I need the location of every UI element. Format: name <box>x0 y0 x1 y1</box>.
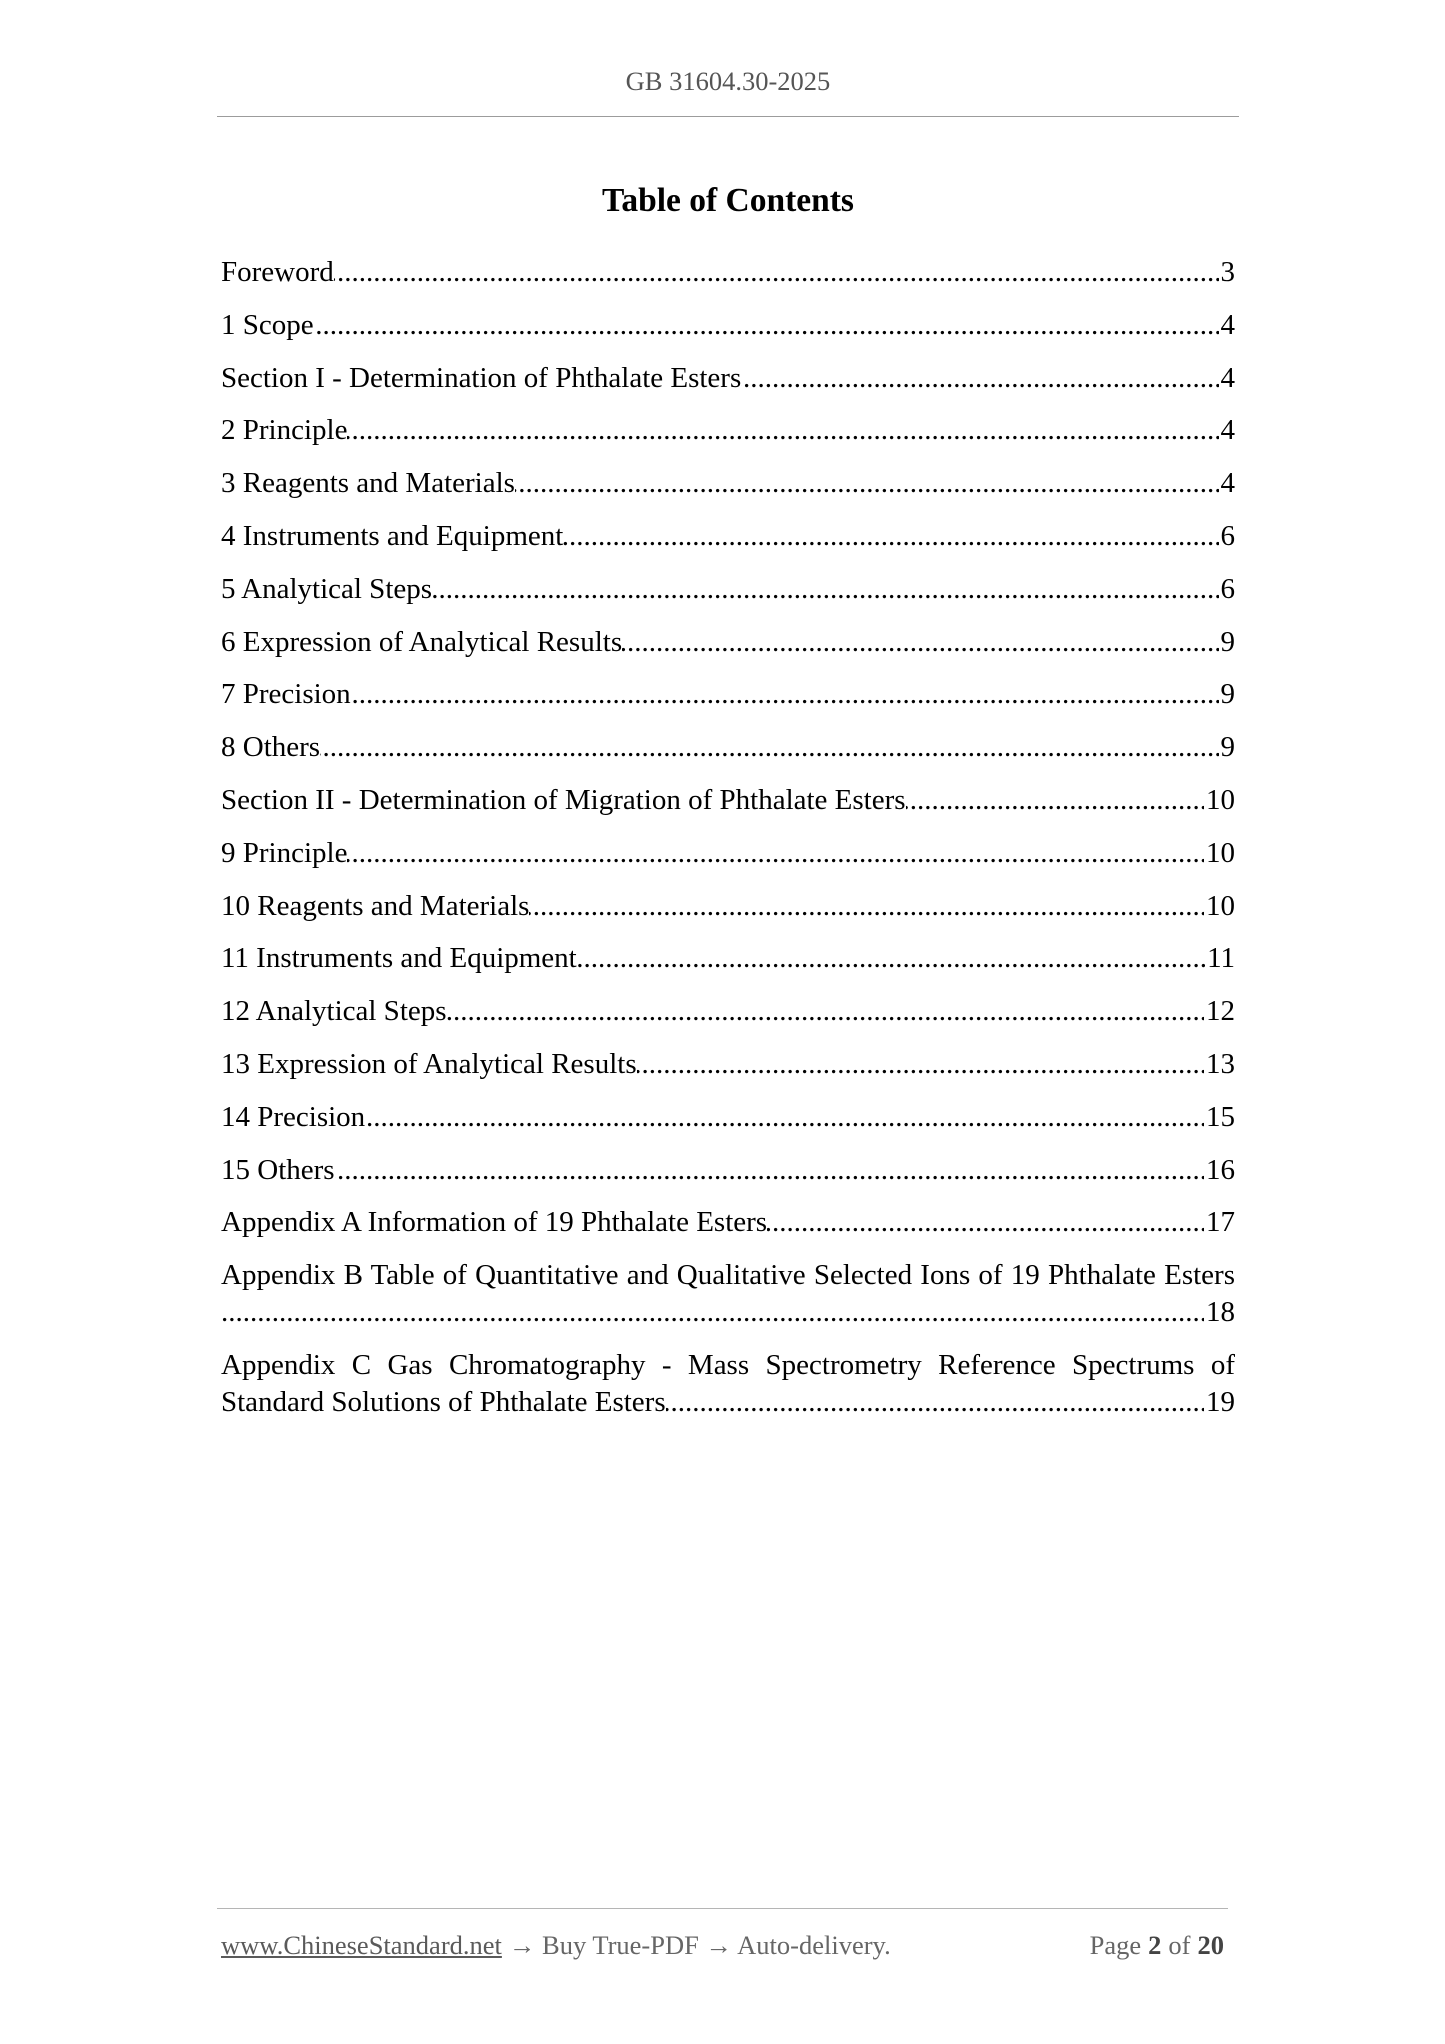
toc-entry-page-number: 11 <box>1205 940 1235 977</box>
toc-entry-title: 15 Others <box>221 1153 335 1186</box>
toc-entry-page-number: 4 <box>1219 307 1236 344</box>
toc-entry-page-number: 15 <box>1204 1099 1235 1136</box>
toc-entry-page-number: 6 <box>1219 571 1236 608</box>
toc-entry[interactable] <box>221 782 1235 819</box>
dot-leader <box>221 835 1235 872</box>
page-label: Page <box>1089 1930 1142 1960</box>
page-footer <box>221 1928 1224 1962</box>
footer-divider <box>217 1908 1228 1909</box>
toc-entry-page-number: 12 <box>1204 993 1235 1030</box>
footer-website-link[interactable]: www.ChineseStandard.net <box>221 1930 502 1960</box>
toc-entry[interactable] <box>221 729 1235 766</box>
toc-entry-page-number: 6 <box>1219 518 1236 555</box>
toc-entry-page-number: 10 <box>1204 888 1235 925</box>
toc-entry[interactable] <box>221 1347 1235 1421</box>
page-indicator <box>1090 1928 1224 1962</box>
toc-entry[interactable] <box>221 412 1235 449</box>
toc-entry-page-number: 10 <box>1204 835 1235 872</box>
dot-leader <box>221 676 1235 713</box>
footer-left <box>221 1928 891 1962</box>
toc-entry[interactable] <box>221 571 1235 608</box>
toc-entry-page-number: 4 <box>1219 465 1236 502</box>
dot-leader <box>221 1099 1235 1136</box>
toc-entry-title: 7 Precision <box>221 678 351 711</box>
toc-entry-page-number: 4 <box>1219 412 1236 449</box>
toc-entry[interactable] <box>221 254 1235 291</box>
toc-entry-title: 14 Precision <box>221 1100 366 1133</box>
toc-entry-title: 4 Instruments and Equipment <box>221 519 564 552</box>
toc-entry-title: 5 Analytical Steps <box>221 572 433 605</box>
toc-entry[interactable] <box>221 1099 1235 1136</box>
toc-entry-title: 11 Instruments and Equipment <box>221 942 577 975</box>
toc-entry[interactable] <box>221 1152 1235 1189</box>
toc-entry-page-number: 18 <box>1204 1294 1235 1331</box>
toc-entry[interactable] <box>221 1257 1235 1331</box>
toc-entry-title: 10 Reagents and Materials <box>221 889 530 922</box>
toc-entry[interactable] <box>221 1046 1235 1083</box>
toc-entry-title: 13 Expression of Analytical Results <box>221 1047 637 1080</box>
toc-entry-title: 6 Expression of Analytical Results <box>221 625 623 658</box>
toc-entry-page-number: 13 <box>1204 1046 1235 1083</box>
dot-leader <box>221 307 1235 344</box>
toc-entry[interactable] <box>221 835 1235 872</box>
toc-entry[interactable] <box>221 940 1235 977</box>
dot-leader <box>221 412 1235 449</box>
table-of-contents <box>221 254 1235 1437</box>
page-title: Table of Contents <box>602 182 854 219</box>
page-current: 2 <box>1148 1930 1162 1960</box>
footer-promo-text: → Buy True-PDF → Auto-delivery. <box>508 1930 891 1960</box>
toc-entry-page-number: 9 <box>1219 729 1236 766</box>
toc-entry-title: Section I - Determination of Phthalate Esters <box>221 361 742 394</box>
toc-entry[interactable] <box>221 465 1235 502</box>
toc-entry[interactable] <box>221 307 1235 344</box>
toc-entry-page-number: 19 <box>1204 1384 1235 1421</box>
toc-entry[interactable] <box>221 518 1235 555</box>
toc-entry-title: Appendix C Gas Chromatography - Mass Spectrometry Reference Spectrums of Standard Solutions of Phthalate Esters <box>221 1348 1235 1418</box>
dot-leader <box>221 1294 1235 1331</box>
toc-entry[interactable] <box>221 993 1235 1030</box>
toc-entry[interactable] <box>221 360 1235 397</box>
toc-entry-page-number: 9 <box>1219 624 1236 661</box>
toc-entry-title: 2 Principle <box>221 414 348 447</box>
toc-entry[interactable] <box>221 624 1235 661</box>
toc-entry-title: 12 Analytical Steps <box>221 995 447 1028</box>
toc-entry-title: Appendix A Information of 19 Phthalate Esters <box>221 1206 768 1239</box>
toc-entry-page-number: 4 <box>1219 360 1236 397</box>
page-total: 20 <box>1197 1930 1224 1960</box>
toc-entry-title: Section II - Determination of Migration of Phthalate Esters <box>221 783 906 816</box>
toc-entry-title: 3 Reagents and Materials <box>221 467 515 500</box>
toc-entry-page-number: 17 <box>1204 1204 1235 1241</box>
toc-entry[interactable] <box>221 676 1235 713</box>
page-of-label: of <box>1168 1930 1191 1960</box>
toc-entry[interactable] <box>221 888 1235 925</box>
dot-leader <box>221 254 1235 291</box>
toc-entry-page-number: 9 <box>1219 676 1236 713</box>
toc-entry-page-number: 10 <box>1204 782 1235 819</box>
toc-entry[interactable] <box>221 1204 1235 1241</box>
toc-entry-title: 1 Scope <box>221 308 314 341</box>
dot-leader <box>221 729 1235 766</box>
toc-entry-page-number: 3 <box>1219 254 1236 291</box>
toc-entry-title: Appendix B Table of Quantitative and Qualitative Selected Ions of 19 Phthalate Esters <box>221 1259 1235 1292</box>
header-divider <box>217 116 1239 117</box>
dot-leader <box>221 1152 1235 1189</box>
toc-entry-title: Foreword <box>221 256 334 288</box>
toc-entry-title: 9 Principle <box>221 836 348 869</box>
toc-entry-title: 8 Others <box>221 731 321 764</box>
toc-entry-page-number: 16 <box>1204 1152 1235 1189</box>
document-number: GB 31604.30-2025 <box>625 66 831 96</box>
